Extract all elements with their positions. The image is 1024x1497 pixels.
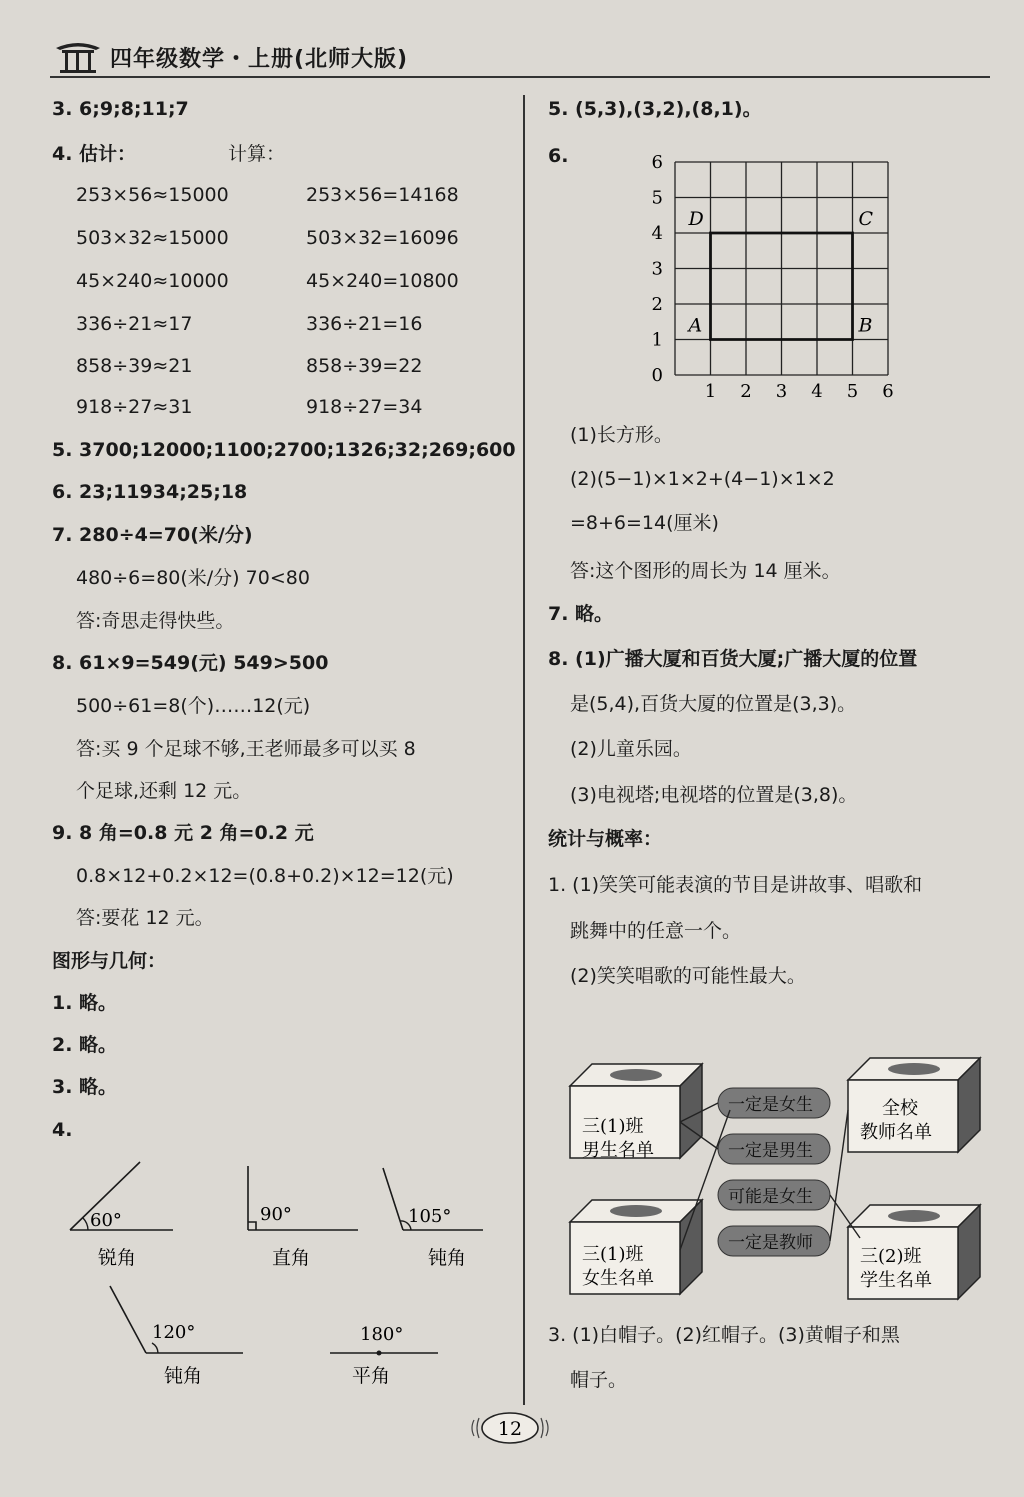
geometry-2: 2. 略。 (52, 1034, 118, 1056)
estimate-row: 45×240≈10000 (76, 270, 229, 292)
estimate-row: 918÷27≈31 (76, 396, 193, 418)
answer-r8: 8. (1)广播大厦和百货大厦;广播大厦的位置 (548, 648, 918, 670)
box-2-line2: 教师名单 (860, 1122, 932, 1143)
answer-9-line2: 0.8×12+0.2×12=(0.8+0.2)×12=12(元) (76, 865, 454, 887)
boxes-matching-diagram (560, 1050, 1000, 1310)
estimate-row: 858÷39≈21 (76, 355, 193, 377)
y-tick-label: 4 (651, 223, 663, 244)
angle-right-name: 直角 (272, 1247, 311, 1269)
stat-3-line2: 帽子。 (570, 1369, 628, 1391)
angle-acute-name: 锐角 (98, 1247, 137, 1269)
page-number-badge (470, 1410, 550, 1446)
calc-row: 253×56=14168 (306, 184, 459, 206)
y-tick-label: 2 (651, 294, 663, 315)
angle-90-label: 90° (260, 1204, 292, 1225)
box-4-line1: 三(2)班 (860, 1246, 922, 1267)
y-tick-label: 1 (651, 329, 663, 351)
box-3-line1: 三(1)班 (582, 1244, 644, 1265)
pill-4-text: 一定是教师 (728, 1233, 813, 1253)
box-3-line2: 女生名单 (582, 1268, 654, 1289)
answer-r5: 5. (5,3),(3,2),(8,1)。 (548, 98, 762, 120)
header-title: 四年级数学・上册(北师大版) (110, 47, 409, 72)
x-tick-label: 2 (740, 381, 752, 402)
box-2-line1: 全校 (882, 1098, 918, 1119)
answer-r6-conclusion: 答:这个图形的周长为 14 厘米。 (570, 560, 841, 582)
answer-7-conclusion: 答:奇思走得快些。 (76, 610, 235, 632)
angle-straight-name: 平角 (352, 1365, 391, 1387)
stat-3: 3. (1)白帽子。(2)红帽子。(3)黄帽子和黑 (548, 1324, 900, 1346)
y-tick-label: 0 (651, 365, 663, 386)
x-tick-label: 6 (882, 381, 894, 402)
angles-diagram (48, 1148, 498, 1398)
estimate-row: 503×32≈15000 (76, 227, 229, 249)
angle-180-label: 180° (360, 1324, 404, 1345)
answer-r6: 6. (548, 145, 569, 167)
calc-row: 918÷27=34 (306, 396, 423, 418)
y-tick-label: 3 (651, 258, 663, 280)
x-tick-label: 4 (811, 381, 823, 402)
answer-7: 7. 280÷4=70(米/分) (52, 524, 253, 546)
angle-105-label: 105° (408, 1206, 452, 1227)
answer-9-conclusion: 答:要花 12 元。 (76, 907, 214, 929)
answer-r8-line2: 是(5,4),百货大厦的位置是(3,3)。 (570, 693, 857, 715)
estimate-row: 336÷21≈17 (76, 313, 193, 335)
point-label-d: D (688, 208, 704, 230)
answer-4-calc-heading: 计算： (228, 143, 286, 165)
pill-3-text: 可能是女生 (728, 1187, 813, 1207)
answer-8-conclusion-2: 个足球,还剩 12 元。 (76, 780, 252, 802)
box-1-line1: 三(1)班 (582, 1116, 644, 1137)
point-label-b: B (858, 314, 873, 337)
answer-8: 8. 61×9=549(元) 549>500 (52, 652, 329, 674)
angle-obtuse-name: 钝角 (428, 1247, 467, 1269)
box-1-line2: 男生名单 (582, 1140, 654, 1161)
calc-row: 858÷39=22 (306, 355, 423, 377)
pill-1-text: 一定是女生 (728, 1095, 813, 1115)
answer-7-line2: 480÷6=80(米/分) 70<80 (76, 567, 310, 589)
pavilion-logo-icon (54, 38, 102, 74)
page-header (50, 36, 990, 78)
section-geometry-heading: 图形与几何： (52, 950, 167, 972)
geometry-4: 4. (52, 1119, 73, 1141)
answer-8-conclusion: 答:买 9 个足球不够,王老师最多可以买 8 (76, 738, 416, 760)
answer-r8-2: (2)儿童乐园。 (570, 738, 692, 760)
answer-r8-3: (3)电视塔;电视塔的位置是(3,8)。 (570, 784, 858, 806)
stat-1-2: (2)笑笑唱歌的可能性最大。 (570, 965, 806, 987)
angle-60-label: 60° (90, 1210, 122, 1231)
stat-1-line2: 跳舞中的任意一个。 (570, 920, 742, 942)
answer-3: 3. 6;9;8;11;7 (52, 98, 189, 120)
answer-r6-3: =8+6=14(厘米) (570, 512, 719, 534)
calc-row: 336÷21=16 (306, 313, 423, 335)
answer-6: 6. 23;11934;25;18 (52, 481, 248, 503)
page-number: 12 (497, 1418, 523, 1440)
column-divider (523, 95, 525, 1405)
x-tick-label: 1 (704, 381, 717, 402)
y-tick-label: 6 (651, 152, 663, 173)
estimate-row: 253×56≈15000 (76, 184, 229, 206)
point-label-c: C (858, 208, 874, 230)
section-statistics-heading: 统计与概率： (548, 828, 663, 850)
angle-obtuse-name-2: 钝角 (164, 1365, 203, 1387)
geometry-1: 1. 略。 (52, 992, 118, 1014)
answer-8-line2: 500÷61=8(个)……12(元) (76, 695, 311, 717)
x-tick-label: 3 (775, 381, 788, 402)
box-4-line2: 学生名单 (860, 1270, 932, 1291)
angle-120-label: 120° (152, 1322, 196, 1343)
x-tick-label: 5 (846, 381, 859, 402)
geometry-3: 3. 略。 (52, 1076, 118, 1098)
pill-2-text: 一定是男生 (728, 1141, 813, 1161)
answer-9: 9. 8 角=0.8 元 2 角=0.2 元 (52, 822, 314, 844)
point-label-a: A (688, 314, 703, 337)
y-tick-label: 5 (651, 187, 663, 209)
calc-row: 503×32=16096 (306, 227, 459, 249)
answer-4-heading: 4. 估计： (52, 143, 137, 165)
calc-row: 45×240=10800 (306, 270, 459, 292)
answer-r6-1: (1)长方形。 (570, 424, 673, 446)
answer-r7: 7. 略。 (548, 603, 614, 625)
answer-r6-2: (2)(5−1)×1×2+(4−1)×1×2 (570, 468, 835, 490)
coordinate-grid (640, 140, 900, 410)
answer-5: 5. 3700;12000;1100;2700;1326;32;269;600 (52, 439, 516, 461)
stat-1: 1. (1)笑笑可能表演的节目是讲故事、唱歌和 (548, 874, 923, 896)
